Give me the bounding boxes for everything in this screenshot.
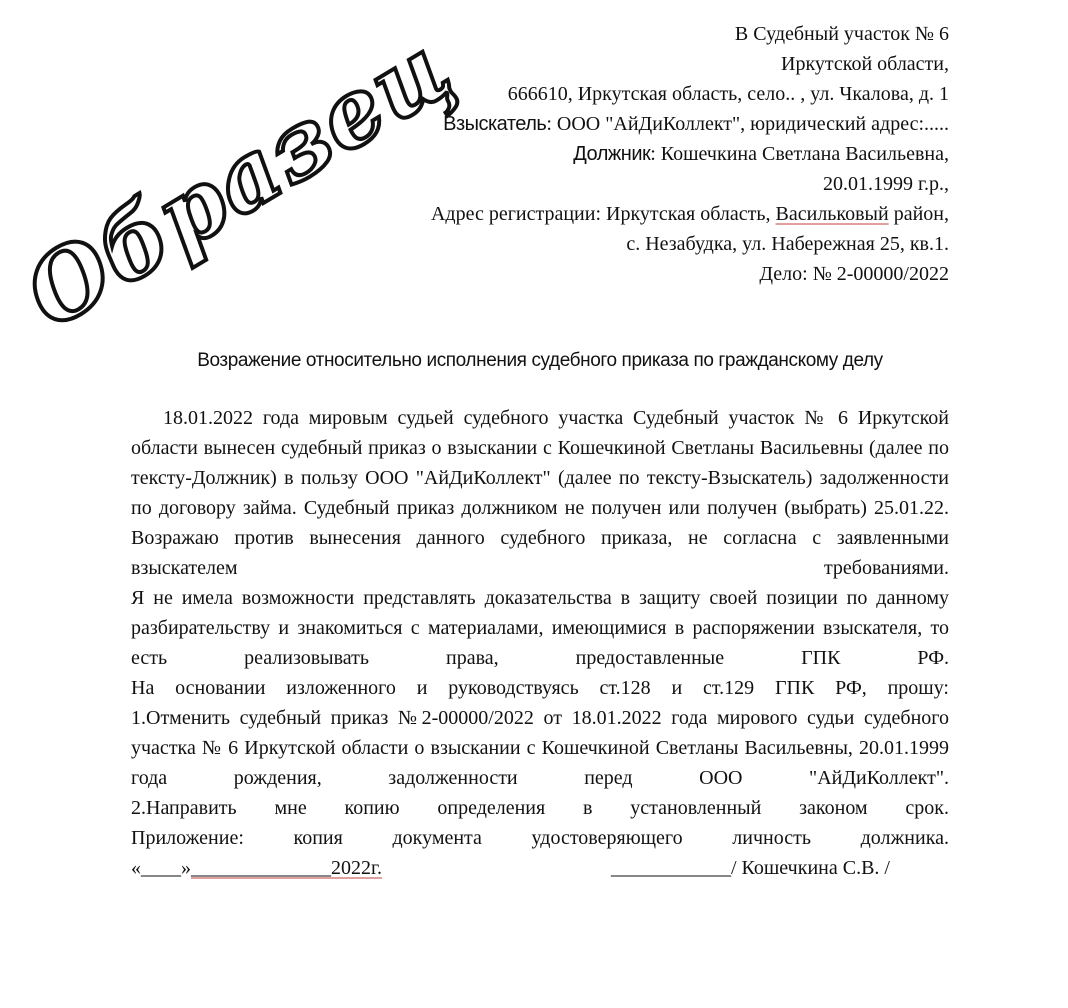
signature-line: ____________/ Кошечкина С.В. /	[611, 857, 890, 879]
document-header	[309, 19, 949, 289]
court-region: Иркутской области,	[781, 53, 949, 75]
body-paragraph: Я не имела возможности представлять доказательства в защиту своей позиции по данному разбирательству и знакомиться с материалами, имеющимися в распоряжении взыскателя, то есть реализовывать права, предоставленные ГПК РФ.	[131, 587, 949, 669]
claimant-line	[309, 109, 949, 139]
debtor-birth-date: 20.01.1999 г.р.,	[823, 173, 949, 195]
document-body	[131, 403, 949, 853]
debtor-label: Должник	[573, 143, 651, 165]
claimant-label: Взыскатель	[443, 113, 547, 135]
document-title: Возражение относительно исполнения судебного приказа по гражданскому делу	[197, 350, 883, 371]
address-suffix: район,	[888, 203, 949, 225]
signature-row	[131, 853, 949, 883]
court-name: В Судебный участок № 6	[734, 23, 949, 45]
case-number: Дело: № 2-00000/2022	[759, 263, 949, 285]
address-district: Васильковый	[775, 203, 889, 225]
date-day-blank: «____»	[131, 857, 191, 879]
attachment-paragraph: Приложение: копия документа удостоверяющего личность должника.	[131, 827, 949, 849]
body-paragraph: 1.Отменить судебный приказ №2-00000/2022 от 18.01.2022 года мирового судьи судебного участка № 6 Иркутской области о взыскании с Кошечкиной Светланы Васильевны, 20.01.1999 года рождения, задолженности перед ООО "АйДиКоллект".	[131, 707, 949, 789]
debtor-line	[309, 139, 949, 169]
date-month-year: ______________2022г.	[191, 857, 382, 879]
body-paragraph: 2.Направить мне копию определения в установленный законом срок.	[131, 797, 949, 819]
registration-address	[309, 199, 949, 229]
registration-address-line2: с. Незабудка, ул. Набережная 25, кв.1.	[626, 233, 949, 255]
debtor-value: : Кошечкина Светлана Васильевна,	[650, 143, 949, 165]
sample-watermark: Образец	[7, 11, 471, 350]
body-paragraph: 18.01.2022 года мировым судьей судебного участка Судебный участок № 6 Иркутской области вынесен судебный приказ о взыскании с Кошечкиной Светланы Васильевны (далее по тексту-Должник) в пользу ООО "АйДиКоллект" (далее по тексту-Взыскатель) задолженности по договору займа. Судебный приказ должником не получен или получен (выбрать) 25.01.22. Возражаю против вынесения данного судебного приказа, не согласна с заявленными взыскателем требованиями.	[131, 407, 949, 579]
court-address: 666610, Иркутская область, село.. , ул. Чкалова, д. 1	[507, 83, 949, 105]
claimant-value: : ООО "АйДиКоллект", юридический адрес:.....	[546, 113, 949, 135]
address-prefix: Адрес регистрации: Иркутская область,	[430, 203, 776, 225]
signature-date	[131, 853, 382, 883]
body-paragraph: На основании изложенного и руководствуясь ст.128 и ст.129 ГПК РФ, прошу:	[131, 677, 949, 699]
